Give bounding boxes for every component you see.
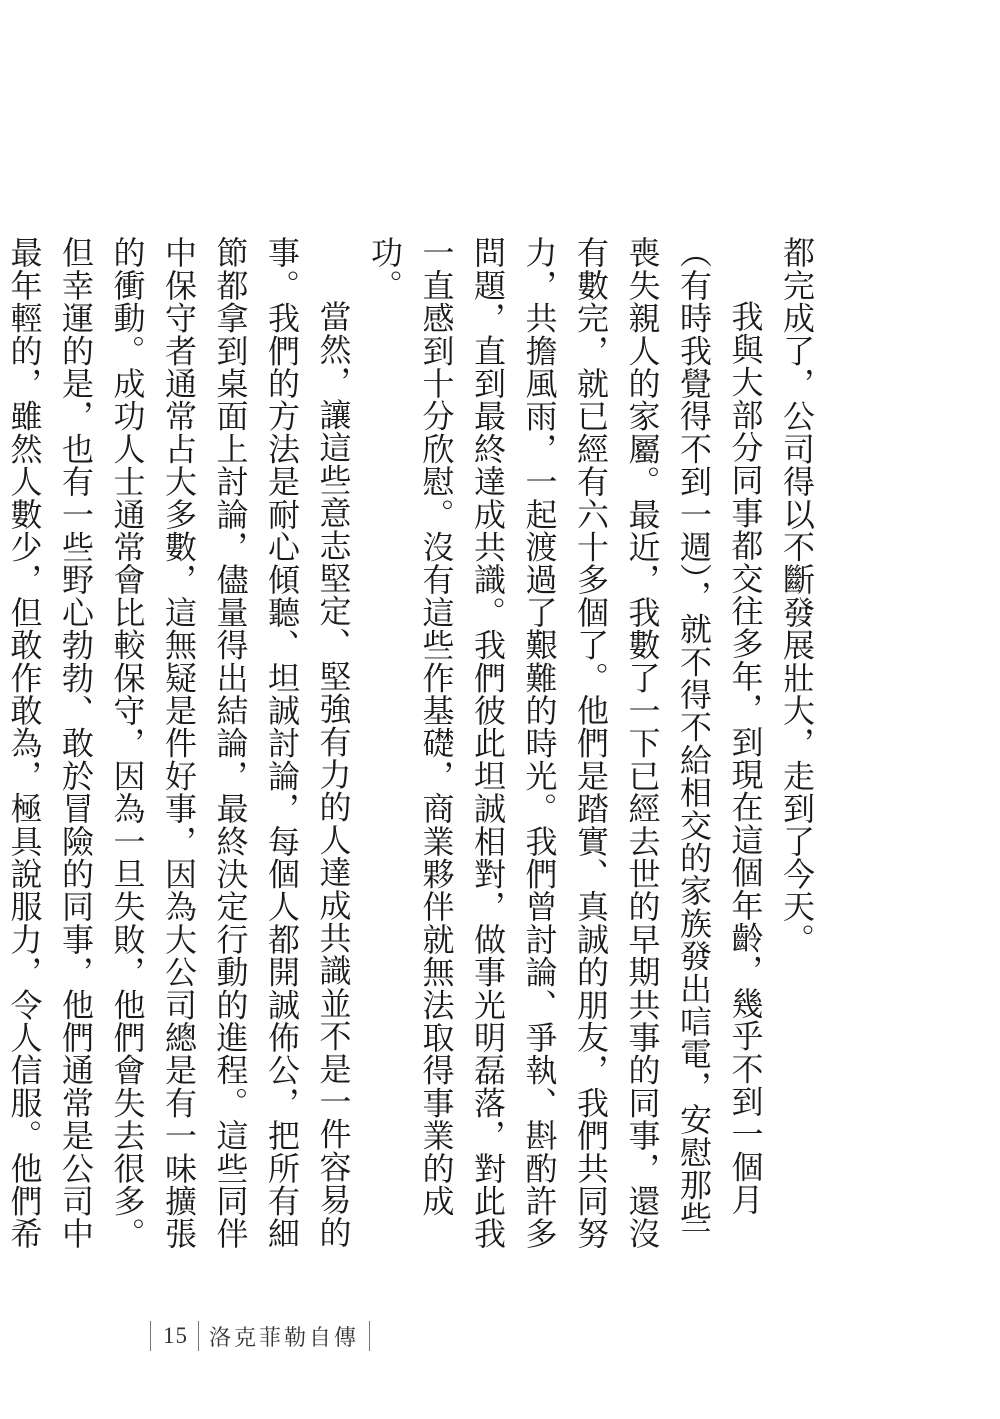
footer-divider-right [369,1321,370,1351]
page-footer [150,1316,370,1356]
page-number: 15 [163,1323,188,1348]
paragraph-2: 我與大部分同事都交往多年，到現在這個年齡，幾乎不到一個月（有時我覺得不到一週），就不得不給相交的家族發出唁電，安慰那些喪失親人的家屬。最近，我數了一下已經去世的早期共事的同事，還沒有數完，就已經有六十多個了。他們是踏實、真誠的朋友，我們共同努力，共擔風雨，一起渡過了艱難的時光。我們曾討論、爭執、斟酌許多問題，直到最終達成共識。我們彼此坦誠相對，做事光明磊落，對此我一直感到十分欣慰。沒有這些作基礎，商業夥伴就無法取得事業的成功。 [366,236,765,1250]
paragraph-3: 當然，讓這些意志堅定、堅強有力的人達成共識並不是一件容易的事。我們的方法是耐心傾聽、坦誠討論，每個人都開誠佈公，把所有細節都拿到桌面上討論，儘量得出結論，最終決定行動的進程。這些同伴中保守者通常占大多數，這無疑是件好事，因為大公司總是有一味擴張的衝動。成功人士通常會比較保守，因為一旦失敗，他們會失去很多。但幸運的是，也有一些野心勃勃、敢於冒險的同事，他們通常是公司中最年輕的，雖然人數少，但敢作敢為，極具說服力，令人信服。他們希 [5,236,353,1250]
vertical-text-body [0,236,822,1256]
paragraph-1: 都完成了，公司得以不斷發展壯大，走到了今天。 [778,236,816,956]
book-title: 洛克菲勒自傳 [209,1325,360,1351]
